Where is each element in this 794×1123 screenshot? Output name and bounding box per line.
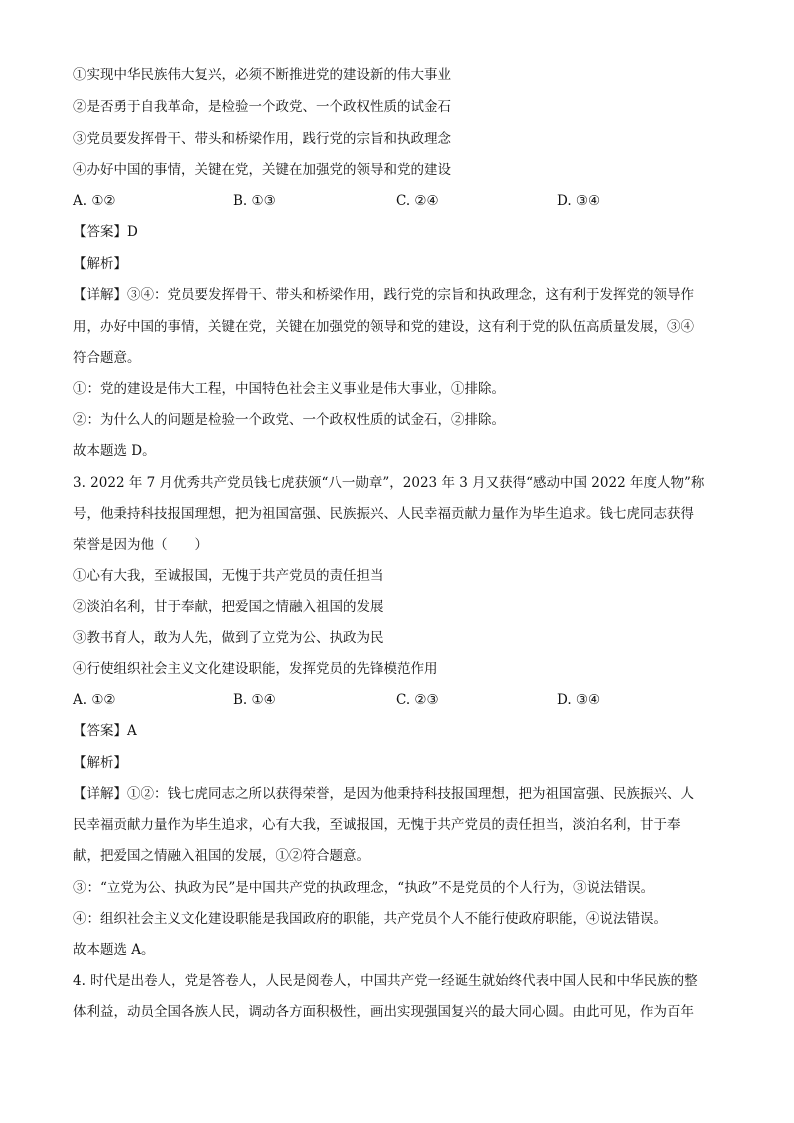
q4-stem-line-2: 体利益，动员全国各族人民，调动各方面积极性，画出实现强国复兴的最大同心圆。由此可见，作为百年 xyxy=(73,1004,694,1020)
q2-note-1: ①：党的建设是伟大工程，中国特色社会主义事业是伟大事业，①排除。 xyxy=(73,381,505,397)
q3-detail-line-2: 民幸福贡献力量作为毕生追求，心有大我，至诚报国，无愧于共产党员的责任担当，淡泊名利，甘于奉 xyxy=(73,817,681,833)
q2-note-2: ②：为什么人的问题是检验一个政党、一个政权性质的试金石，②排除。 xyxy=(73,412,505,428)
q2-option-b: B. ①③ xyxy=(233,193,276,209)
q3-statement-2: ②淡泊名利，甘于奉献，把爱国之情融入祖国的发展 xyxy=(73,599,384,615)
q2-detail-line-2: 用，办好中国的事情，关键在党，关键在加强党的领导和党的建设，这有利于党的队伍高质量发展，③④ xyxy=(73,319,694,335)
q3-statement-1: ①心有大我，至诚报国，无愧于共产党员的责任担当 xyxy=(73,568,384,584)
q3-note-2: ④：组织社会主义文化建设职能是我国政府的职能，共产党员个人不能行使政府职能，④说法错误。 xyxy=(73,911,667,927)
q2-answer: 【答案】D xyxy=(73,224,138,240)
q3-option-a: A. ①② xyxy=(73,692,116,708)
q2-analysis-label: 【解析】 xyxy=(73,256,127,272)
q3-option-d: D. ③④ xyxy=(557,692,601,708)
q3-analysis-label: 【解析】 xyxy=(73,755,127,771)
q3-note-1: ③：“立党为公、执政为民”是中国共产党的执政理念，“执政”不是党员的个人行为，③说法错误。 xyxy=(73,880,655,896)
q2-conclusion: 故本题选 D。 xyxy=(73,443,156,459)
q2-statement-3: ③党员要发挥骨干、带头和桥梁作用，践行党的宗旨和执政理念 xyxy=(73,131,451,147)
q3-option-b: B. ①④ xyxy=(233,692,276,708)
q3-stem-line-2: 号，他秉持科技报国理想，把为祖国富强、民族振兴、人民幸福贡献力量作为毕生追求。钱七虎同志获得 xyxy=(73,506,694,522)
q3-detail-line-3: 献，把爱国之情融入祖国的发展，①②符合题意。 xyxy=(73,848,370,864)
q2-detail-line-1: 【详解】③④：党员要发挥骨干、带头和桥梁作用，践行党的宗旨和执政理念，这有利于发挥党的领导作 xyxy=(73,287,694,303)
q2-statement-1: ①实现中华民族伟大复兴，必须不断推进党的建设新的伟大事业 xyxy=(73,67,451,83)
q3-answer: 【答案】A xyxy=(73,723,137,739)
q3-stem-line-3: 荣誉是因为他（ ） xyxy=(73,537,208,553)
q3-stem-line-1: 3. 2022 年 7 月优秀共产党员钱七虎获颁“八一勋章”，2023 年 3 月又获得“感动中国 2022 年度人物”称 xyxy=(73,475,705,491)
q3-option-c: C. ②③ xyxy=(396,692,439,708)
q2-option-a: A. ①② xyxy=(73,193,116,209)
q2-option-d: D. ③④ xyxy=(557,193,601,209)
q3-statement-4: ④行使组织社会主义文化建设职能，发挥党员的先锋模范作用 xyxy=(73,661,438,677)
q4-stem-line-1: 4. 时代是出卷人，党是答卷人，人民是阅卷人，中国共产党一经诞生就始终代表中国人民和中华民族的整 xyxy=(73,973,698,989)
q3-detail-line-1: 【详解】①②：钱七虎同志之所以获得荣誉，是因为他秉持科技报国理想，把为祖国富强、民族振兴、人 xyxy=(73,786,694,802)
q2-detail-line-3: 符合题意。 xyxy=(73,350,141,366)
q3-statement-3: ③教书育人，敢为人先，做到了立党为公、执政为民 xyxy=(73,630,384,646)
q2-statement-2: ②是否勇于自我革命，是检验一个政党、一个政权性质的试金石 xyxy=(73,99,451,115)
q2-option-c: C. ②④ xyxy=(396,193,439,209)
q3-conclusion: 故本题选 A。 xyxy=(73,942,155,958)
q2-statement-4: ④办好中国的事情，关键在党，关键在加强党的领导和党的建设 xyxy=(73,162,451,178)
